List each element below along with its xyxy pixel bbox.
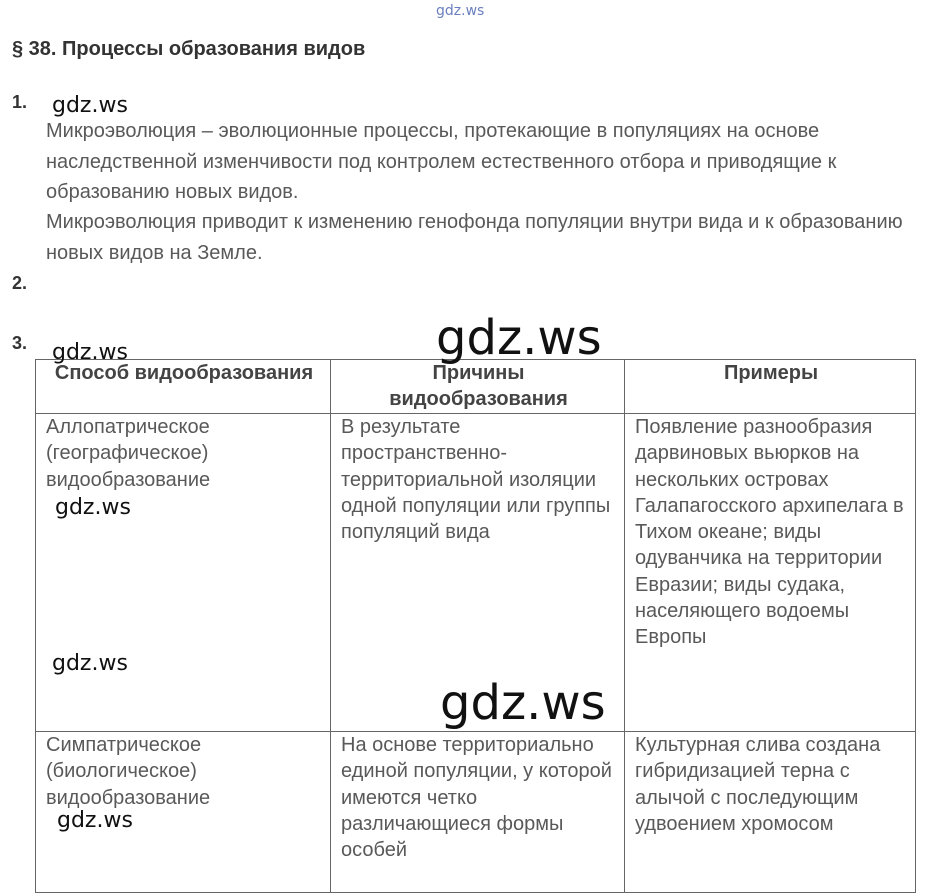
watermark: gdz.ws xyxy=(52,93,128,118)
watermark: gdz.ws xyxy=(440,675,606,731)
section-title: § 38. Процессы образования видов xyxy=(12,38,366,60)
item-number-1: 1. xyxy=(12,92,28,112)
answer-paragraph-1: Микроэволюция – эволюционные процессы, протекающие в популяциях на основе наследственной изменчивости под контролем естественного отбора и приводящие к образованию новых видов. xyxy=(46,120,837,203)
table-cell: Симпатрическое (биологическое) видообразование xyxy=(36,732,331,893)
table-cell: Культурная слива создана гибридизацией терна с алычой с последующим удвоением хромосом xyxy=(625,732,916,893)
watermark: gdz.ws xyxy=(52,340,128,365)
speciation-table xyxy=(35,359,916,893)
table-cell: Появление разнообразия дарвиновых вьюрков на нескольких островах Галапагосского архипелага в Тихом океане; виды одуванчика на территории Евразии; виды судака, населяющего водоемы Европы xyxy=(625,414,916,732)
item-number-3: 3. xyxy=(12,333,28,353)
answer-paragraph-2: Микроэволюция приводит к изменению генофонда популяции внутри вида и к образованию новых видов на Земле. xyxy=(46,211,903,264)
table-header-row xyxy=(36,360,916,414)
header-method: Способ видообразования xyxy=(36,360,331,414)
table-row xyxy=(36,732,916,893)
watermark: gdz.ws xyxy=(436,3,485,19)
header-causes: Причины видообразования xyxy=(331,360,625,414)
table-cell: Аллопатрическое (географическое) видообразование xyxy=(36,414,331,732)
watermark: gdz.ws xyxy=(52,651,128,676)
item-number-2: 2. xyxy=(12,273,28,293)
watermark: gdz.ws xyxy=(55,495,131,520)
table-cell: На основе территориально единой популяции, у которой имеются четко различающиеся формы особей xyxy=(331,732,625,893)
table-cell: В результате пространственно-территориальной изоляции одной популяции или группы популяций вида xyxy=(331,414,625,732)
header-examples: Примеры xyxy=(625,360,916,414)
watermark: gdz.ws xyxy=(57,808,133,833)
watermark: gdz.ws xyxy=(436,310,602,366)
